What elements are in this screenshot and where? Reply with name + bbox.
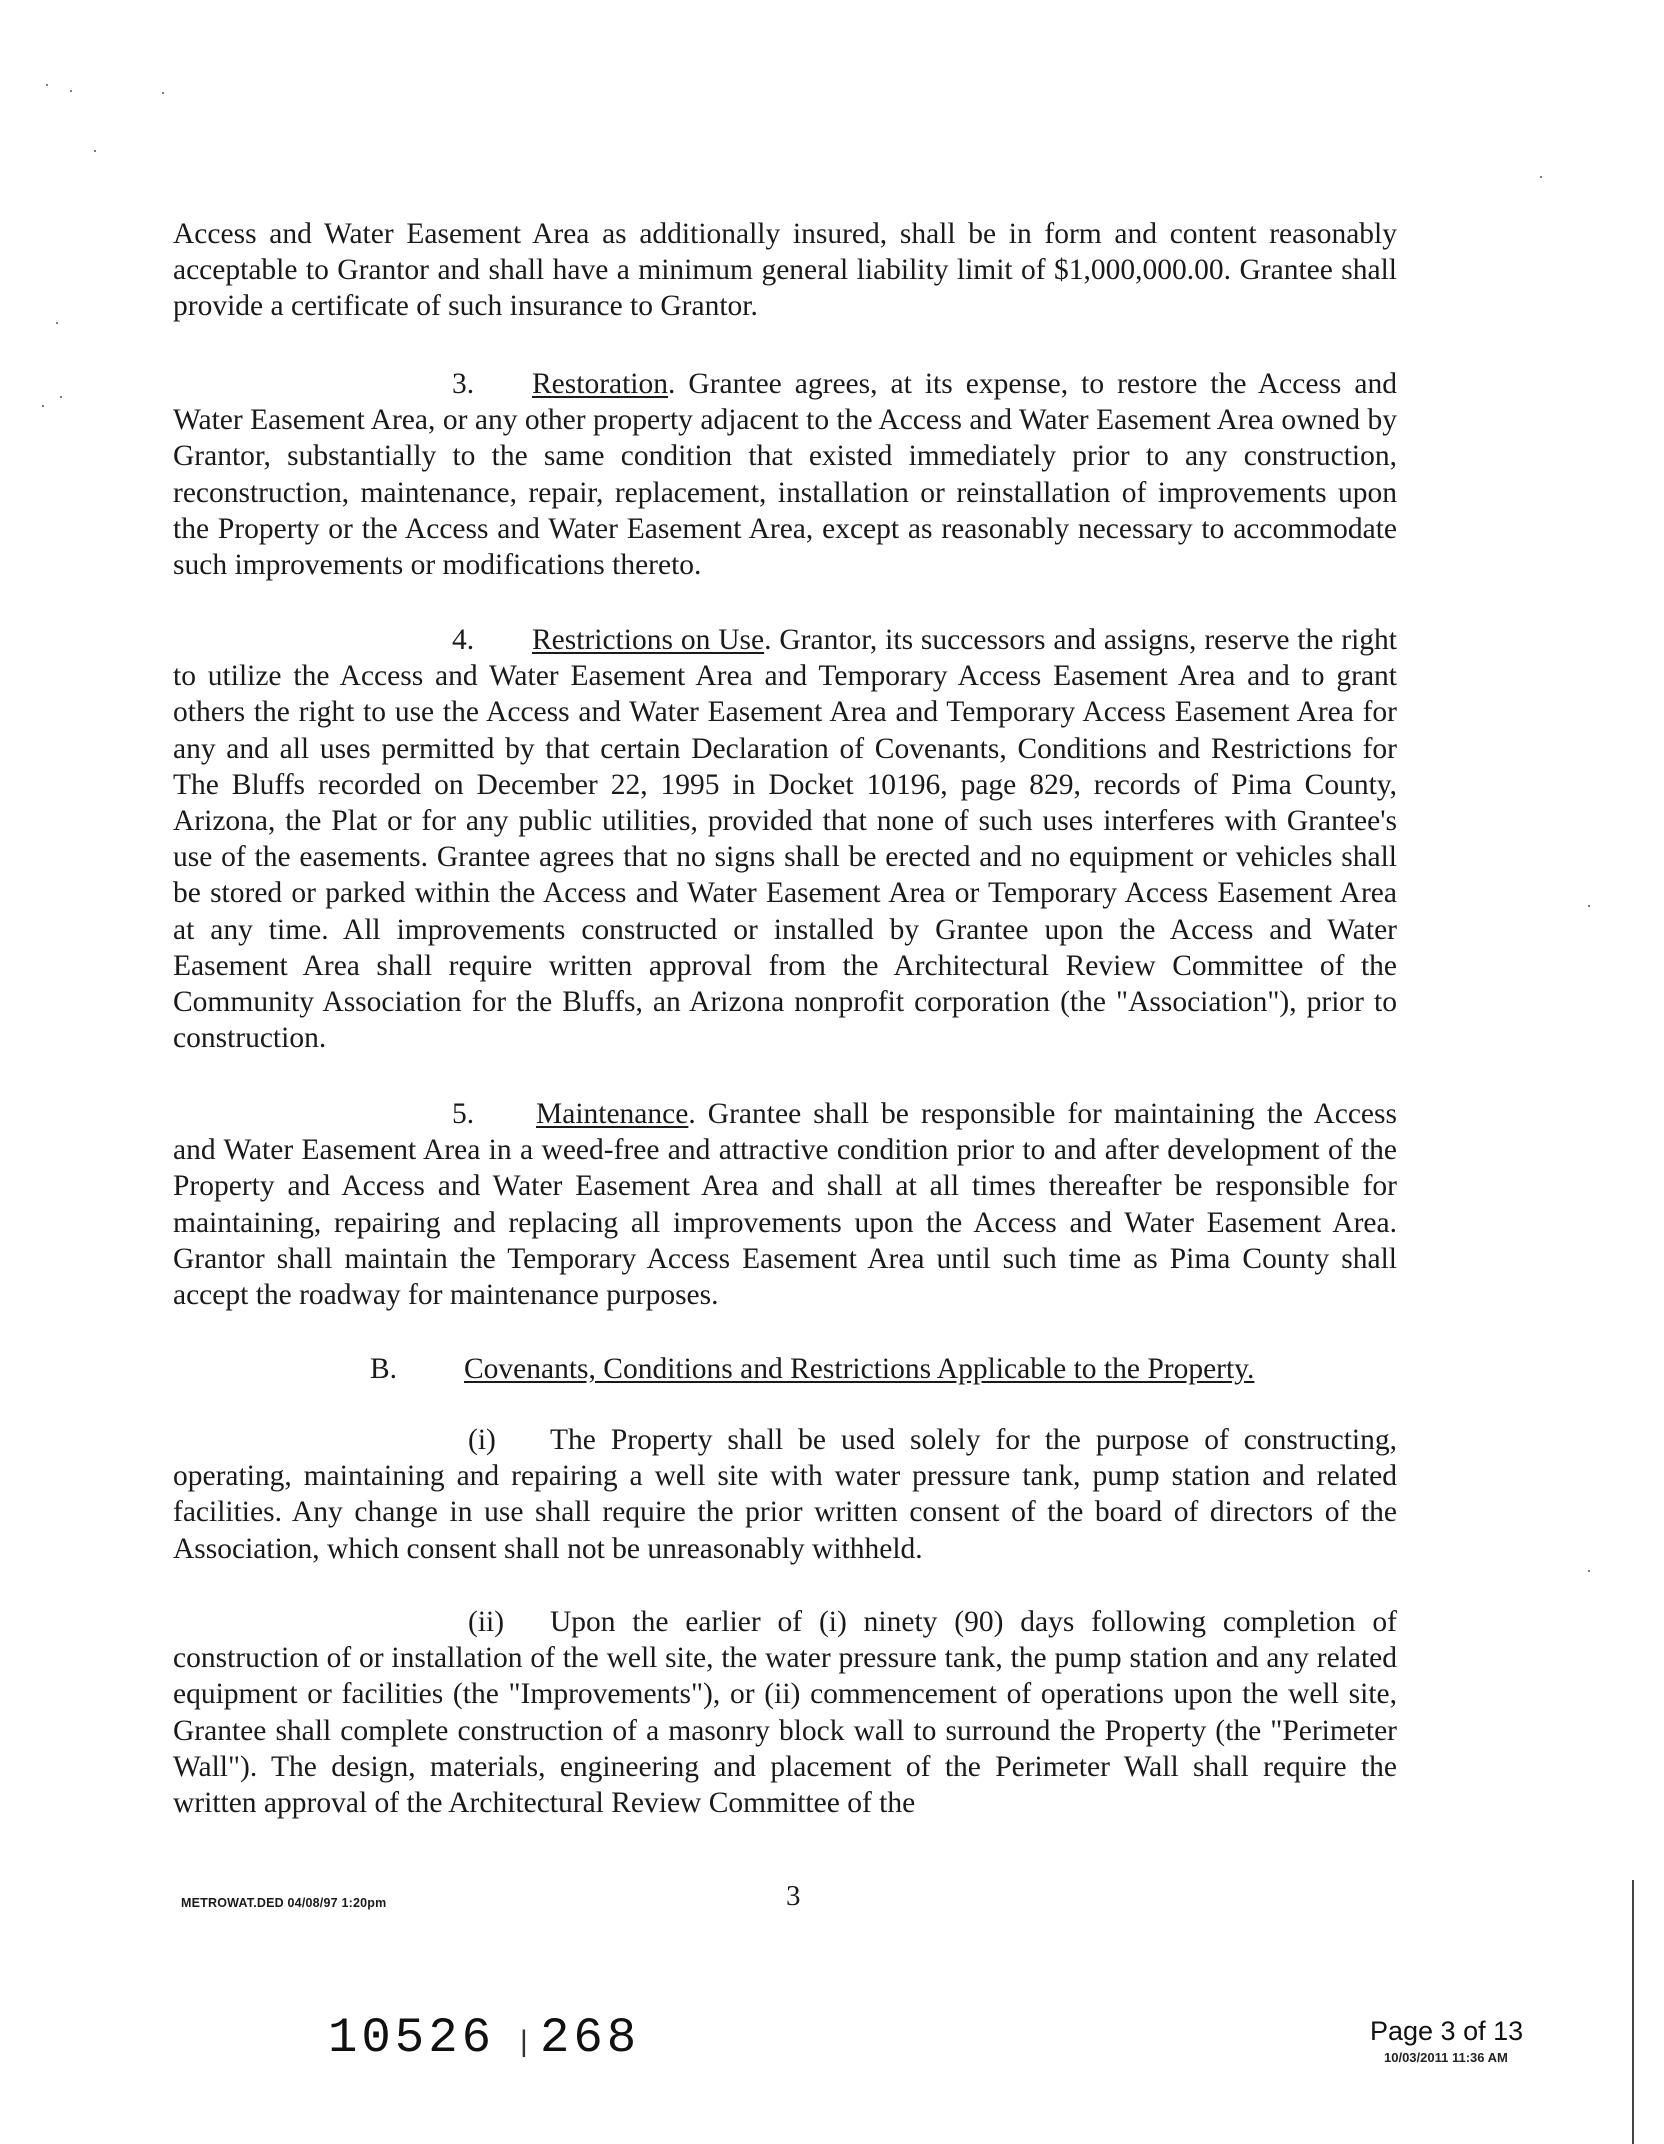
- paragraph-number: 4.: [452, 624, 475, 656]
- paragraph-i: [173, 1422, 1397, 1567]
- docket-number: 10526: [328, 2010, 496, 2066]
- scan-speck: [42, 405, 44, 407]
- scan-speck: [1540, 176, 1542, 178]
- paragraph-restoration: [173, 366, 1397, 583]
- scan-speck: [1588, 1570, 1590, 1572]
- scan-speck: [1588, 905, 1590, 907]
- section-title: Covenants, Conditions and Restrictions Applicable to the Property.: [464, 1353, 1255, 1385]
- paragraph-ii: [173, 1604, 1397, 1821]
- paragraph-number: (ii): [468, 1606, 505, 1638]
- paragraph-body: . Grantee shall be responsible for maintaining the Access and Water Easement Area in a weed-free and attractive condition prior to and after development of the Property and Access and Water Easement Area and shall at all times thereafter be responsible for maintaining, repairing and replacing all improvements upon the Access and Water Easement Area. Grantor shall maintain the Temporary Access Easement Area until such time as Pima County shall accept the roadway for maintenance purposes.: [173, 1098, 1397, 1312]
- stamp-separator: |: [520, 2025, 528, 2058]
- footer-file-reference: METROWAT.DED 04/08/97 1:20pm: [181, 1896, 387, 1910]
- paragraph-body: . Grantor, its successors and assigns, reserve the right to utilize the Access and Water Easement Area and Temporary Access Easement Area and to grant others the right to use the Access and Water Easement Area and Temporary Access Easement Area for any and all uses permitted by that certain Declaration of Covenants, Conditions and Restrictions for The Bluffs recorded on December 22, 1995 in Docket 10196, page 829, records of Pima County, Arizona, the Plat or for any public utilities, provided that none of such uses interferes with Grantee's use of the easements. Grantee agrees that no signs shall be erected and no equipment or vehicles shall be stored or parked within the Access and Water Easement Area or Temporary Access Easement Area at any time. All improvements constructed or installed by Grantee upon the Access and Water Easement Area shall require written approval from the Architectural Review Committee of the Community Association for the Bluffs, an Arizona nonprofit corporation (the "Association"), prior to construction.: [173, 624, 1398, 1055]
- paragraph-title: Restoration: [532, 368, 669, 400]
- paragraph-title: Restrictions on Use: [532, 624, 765, 656]
- paragraph-title: Maintenance: [536, 1098, 689, 1130]
- scan-edge-line: [1632, 1880, 1634, 2144]
- footer-page-number: 3: [786, 1880, 801, 1912]
- scan-speck: [70, 90, 72, 92]
- paragraph-number: 5.: [452, 1098, 475, 1130]
- intro-paragraph: Access and Water Easement Area as additionally insured, shall be in form and content reasonably acceptable to Grantor and shall have a minimum general liability limit of $1,000,000.00. Grantee shall provide a certificate of such insurance to Grantor.: [173, 218, 1397, 323]
- paragraph-number: 3.: [452, 368, 475, 400]
- scan-speck: [56, 322, 58, 324]
- section-b-heading: [370, 1351, 1254, 1387]
- paragraph-body: . Grantee agrees, at its expense, to restore the Access and Water Easement Area, or any other property adjacent to the Access and Water Easement Area owned by Grantor, substantially to the same condition that existed immediately prior to any construction, reconstruction, maintenance, repair, replacement, installation or reinstallation of improvements upon the Property or the Access and Water Easement Area, except as reasonably necessary to accommodate such improvements or modifications thereto.: [173, 368, 1397, 582]
- paragraph-body: Upon the earlier of (i) ninety (90) days following completion of construction of or installation of the well site, the water pressure tank, the pump station and any related equipment or facilities (the "Improvements"), or (ii) commencement of operations upon the well site, Grantee shall complete construction of a masonry block wall to surround the Property (the "Perimeter Wall"). The design, materials, engineering and placement of the Perimeter Wall shall require the written approval of the Architectural Review Committee of the: [173, 1606, 1397, 1820]
- scan-speck: [94, 150, 96, 152]
- recording-timestamp: 10/03/2011 11:36 AM: [1384, 2050, 1508, 2065]
- paragraph-number: (i): [468, 1424, 496, 1456]
- section-letter: B.: [370, 1353, 398, 1385]
- paragraph-body: The Property shall be used solely for the purpose of constructing, operating, maintaining and repairing a well site with water pressure tank, pump station and related facilities. Any change in use shall require the prior written consent of the board of directors of the Association, which consent shall not be unreasonably withheld.: [173, 1424, 1397, 1565]
- scan-speck: [60, 396, 62, 398]
- scan-speck: [162, 92, 164, 94]
- docket-page: 268: [540, 2010, 641, 2066]
- paragraph-restrictions-on-use: [173, 622, 1397, 1056]
- page-of-count: Page 3 of 13: [1370, 2016, 1524, 2046]
- paragraph-maintenance: [173, 1096, 1397, 1313]
- scan-speck: [46, 84, 48, 86]
